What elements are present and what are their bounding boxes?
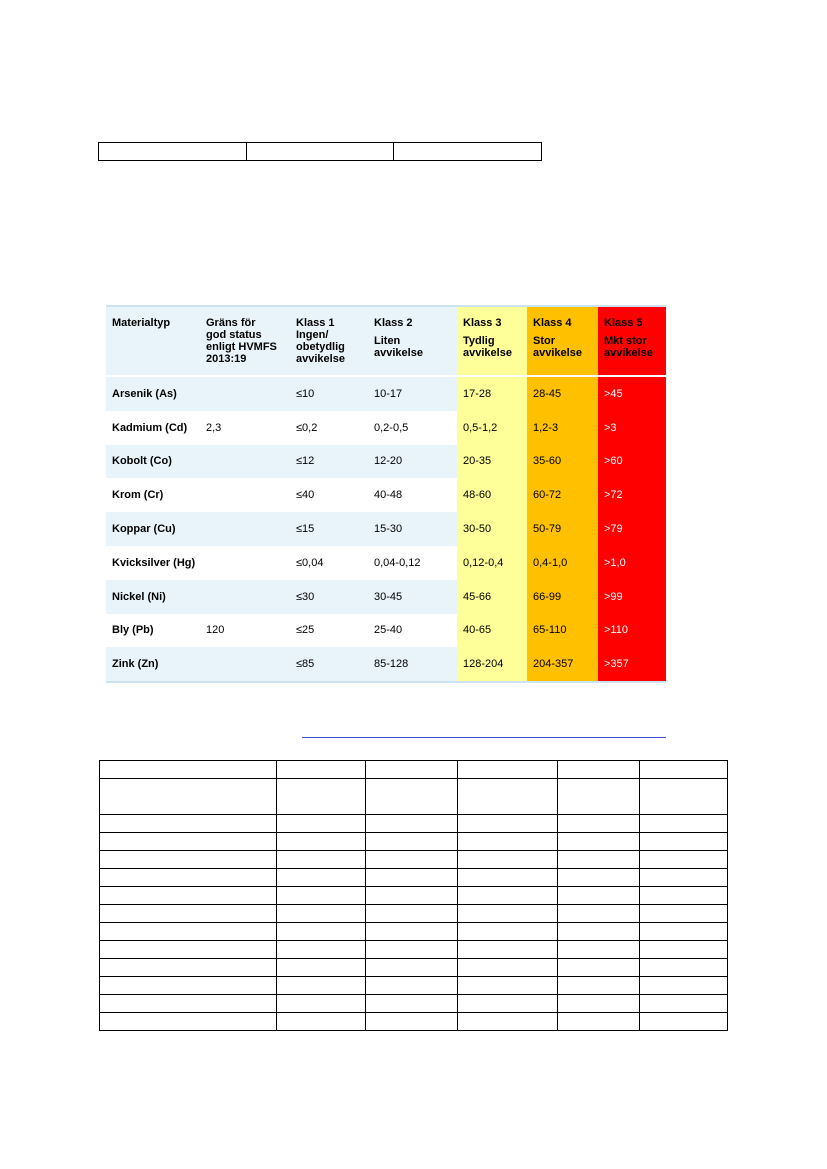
grid-cell	[558, 815, 640, 833]
grid-cell	[100, 761, 277, 779]
class-5-value: >79	[598, 512, 666, 546]
grid-cell	[458, 977, 558, 995]
header-empty-table	[98, 142, 542, 161]
grid-cell	[458, 833, 558, 851]
class-5-value: >357	[598, 647, 666, 682]
grid-cell	[366, 995, 458, 1013]
limit-value	[200, 445, 290, 479]
header-cell	[394, 143, 542, 161]
class-4-value: 60-72	[527, 478, 598, 512]
class-1-value: ≤0,2	[290, 411, 368, 445]
limit-value: 120	[200, 614, 290, 648]
class-3-value: 45-66	[457, 580, 527, 614]
grid-cell	[640, 941, 728, 959]
limit-value	[200, 478, 290, 512]
class-5-value: >3	[598, 411, 666, 445]
grid-row	[100, 761, 728, 779]
grid-cell	[277, 815, 366, 833]
material-name: Arsenik (As)	[106, 376, 200, 411]
grid-cell	[100, 959, 277, 977]
grid-cell	[640, 959, 728, 977]
grid-cell	[366, 1013, 458, 1031]
grid-cell	[366, 851, 458, 869]
grid-row	[100, 1013, 728, 1031]
class-4-value: 66-99	[527, 580, 598, 614]
table-row	[106, 647, 666, 682]
grid-cell	[100, 977, 277, 995]
grid-row	[100, 779, 728, 815]
material-name: Nickel (Ni)	[106, 580, 200, 614]
sediment-classification-table	[106, 305, 666, 683]
grid-cell	[458, 941, 558, 959]
grid-cell	[640, 779, 728, 815]
header-cell	[246, 143, 394, 161]
header-limit: Gräns för god status enligt HVMFS 2013:19	[200, 306, 290, 376]
grid-row	[100, 869, 728, 887]
grid-cell	[458, 851, 558, 869]
grid-cell	[640, 869, 728, 887]
limit-value	[200, 580, 290, 614]
table-row	[106, 614, 666, 648]
header-class-2: Klass 2 Liten avvikelse	[368, 306, 457, 376]
class-2-value: 10-17	[368, 376, 457, 411]
class-4-value: 28-45	[527, 376, 598, 411]
grid-cell	[366, 761, 458, 779]
grid-cell	[558, 851, 640, 869]
grid-cell	[277, 887, 366, 905]
class-5-value: >99	[598, 580, 666, 614]
grid-cell	[277, 995, 366, 1013]
grid-cell	[640, 905, 728, 923]
grid-cell	[100, 1013, 277, 1031]
grid-cell	[366, 959, 458, 977]
grid-cell	[458, 869, 558, 887]
class-1-value: ≤85	[290, 647, 368, 682]
class-2-value: 25-40	[368, 614, 457, 648]
grid-cell	[277, 1013, 366, 1031]
class-3-value: 40-65	[457, 614, 527, 648]
limit-value: 2,3	[200, 411, 290, 445]
grid-cell	[277, 779, 366, 815]
limit-value	[200, 546, 290, 580]
class-1-value: ≤10	[290, 376, 368, 411]
grid-row	[100, 887, 728, 905]
grid-cell	[277, 833, 366, 851]
class-3-value: 48-60	[457, 478, 527, 512]
grid-cell	[100, 995, 277, 1013]
class-2-value: 30-45	[368, 580, 457, 614]
class-4-value: 1,2-3	[527, 411, 598, 445]
grid-row	[100, 977, 728, 995]
grid-cell	[640, 923, 728, 941]
grid-cell	[366, 887, 458, 905]
grid-cell	[277, 959, 366, 977]
grid-cell	[366, 815, 458, 833]
grid-cell	[277, 869, 366, 887]
limit-value	[200, 647, 290, 682]
class-2-value: 85-128	[368, 647, 457, 682]
grid-cell	[458, 959, 558, 977]
grid-cell	[558, 869, 640, 887]
grid-cell	[366, 977, 458, 995]
grid-cell	[366, 941, 458, 959]
grid-cell	[277, 941, 366, 959]
header-cell	[99, 143, 247, 161]
class-1-value: ≤15	[290, 512, 368, 546]
grid-cell	[100, 833, 277, 851]
grid-cell	[558, 941, 640, 959]
table-row	[106, 478, 666, 512]
grid-cell	[640, 887, 728, 905]
class-1-value: ≤0,04	[290, 546, 368, 580]
material-name: Kobolt (Co)	[106, 445, 200, 479]
material-name: Kadmium (Cd)	[106, 411, 200, 445]
class-3-value: 0,12-0,4	[457, 546, 527, 580]
class-5-value: >60	[598, 445, 666, 479]
grid-cell	[558, 761, 640, 779]
grid-cell	[640, 815, 728, 833]
grid-row	[100, 815, 728, 833]
grid-cell	[366, 923, 458, 941]
grid-row	[100, 923, 728, 941]
class-5-value: >72	[598, 478, 666, 512]
empty-grid-table	[99, 760, 728, 1031]
class-3-value: 30-50	[457, 512, 527, 546]
grid-cell	[640, 833, 728, 851]
table-header-row	[106, 306, 666, 376]
class-3-value: 20-35	[457, 445, 527, 479]
class-1-value: ≤40	[290, 478, 368, 512]
class-2-value: 0,04-0,12	[368, 546, 457, 580]
grid-cell	[458, 995, 558, 1013]
grid-cell	[458, 923, 558, 941]
table-row	[106, 512, 666, 546]
grid-cell	[558, 887, 640, 905]
class-2-value: 15-30	[368, 512, 457, 546]
class-4-value: 50-79	[527, 512, 598, 546]
grid-cell	[366, 833, 458, 851]
grid-cell	[558, 923, 640, 941]
table-row	[106, 376, 666, 411]
grid-cell	[640, 761, 728, 779]
class-2-value: 12-20	[368, 445, 457, 479]
grid-row	[100, 851, 728, 869]
class-4-value: 65-110	[527, 614, 598, 648]
class-2-value: 0,2-0,5	[368, 411, 457, 445]
header-class-3: Klass 3 Tydlig avvikelse	[457, 306, 527, 376]
grid-cell	[558, 1013, 640, 1031]
material-name: Koppar (Cu)	[106, 512, 200, 546]
grid-cell	[277, 977, 366, 995]
grid-row	[100, 833, 728, 851]
grid-cell	[458, 1013, 558, 1031]
grid-cell	[100, 869, 277, 887]
grid-cell	[366, 779, 458, 815]
class-5-value: >1,0	[598, 546, 666, 580]
grid-cell	[100, 923, 277, 941]
table-row	[106, 580, 666, 614]
grid-cell	[558, 959, 640, 977]
grid-cell	[558, 995, 640, 1013]
grid-cell	[558, 779, 640, 815]
grid-cell	[366, 869, 458, 887]
grid-cell	[100, 905, 277, 923]
class-2-value: 40-48	[368, 478, 457, 512]
table-row	[106, 546, 666, 580]
header-class-5: Klass 5 Mkt stor avvikelse	[598, 306, 666, 376]
class-4-value: 35-60	[527, 445, 598, 479]
hyperlink-underline[interactable]	[302, 737, 666, 738]
material-name: Bly (Pb)	[106, 614, 200, 648]
grid-row	[100, 995, 728, 1013]
class-5-value: >45	[598, 376, 666, 411]
limit-value	[200, 376, 290, 411]
table-row	[106, 411, 666, 445]
grid-cell	[640, 1013, 728, 1031]
table-row	[106, 445, 666, 479]
grid-row	[100, 959, 728, 977]
grid-cell	[640, 851, 728, 869]
grid-cell	[640, 995, 728, 1013]
class-3-value: 0,5-1,2	[457, 411, 527, 445]
grid-cell	[277, 923, 366, 941]
grid-cell	[277, 761, 366, 779]
grid-cell	[458, 761, 558, 779]
header-material: Materialtyp	[106, 306, 200, 376]
grid-cell	[100, 887, 277, 905]
class-1-value: ≤25	[290, 614, 368, 648]
class-1-value: ≤12	[290, 445, 368, 479]
grid-cell	[100, 815, 277, 833]
grid-row	[100, 905, 728, 923]
grid-cell	[458, 815, 558, 833]
grid-cell	[277, 851, 366, 869]
class-3-value: 128-204	[457, 647, 527, 682]
grid-row	[100, 941, 728, 959]
grid-cell	[100, 779, 277, 815]
header-class-1: Klass 1 Ingen/ obetydlig avvikelse	[290, 306, 368, 376]
class-3-value: 17-28	[457, 376, 527, 411]
header-class-4: Klass 4 Stor avvikelse	[527, 306, 598, 376]
grid-cell	[558, 905, 640, 923]
grid-cell	[458, 905, 558, 923]
grid-cell	[458, 779, 558, 815]
grid-cell	[558, 833, 640, 851]
grid-cell	[100, 851, 277, 869]
grid-cell	[100, 941, 277, 959]
class-4-value: 204-357	[527, 647, 598, 682]
grid-cell	[277, 905, 366, 923]
material-name: Kvicksilver (Hg)	[106, 546, 200, 580]
class-5-value: >110	[598, 614, 666, 648]
class-4-value: 0,4-1,0	[527, 546, 598, 580]
grid-cell	[366, 905, 458, 923]
grid-cell	[458, 887, 558, 905]
material-name: Krom (Cr)	[106, 478, 200, 512]
grid-cell	[640, 977, 728, 995]
class-1-value: ≤30	[290, 580, 368, 614]
grid-cell	[558, 977, 640, 995]
material-name: Zink (Zn)	[106, 647, 200, 682]
limit-value	[200, 512, 290, 546]
